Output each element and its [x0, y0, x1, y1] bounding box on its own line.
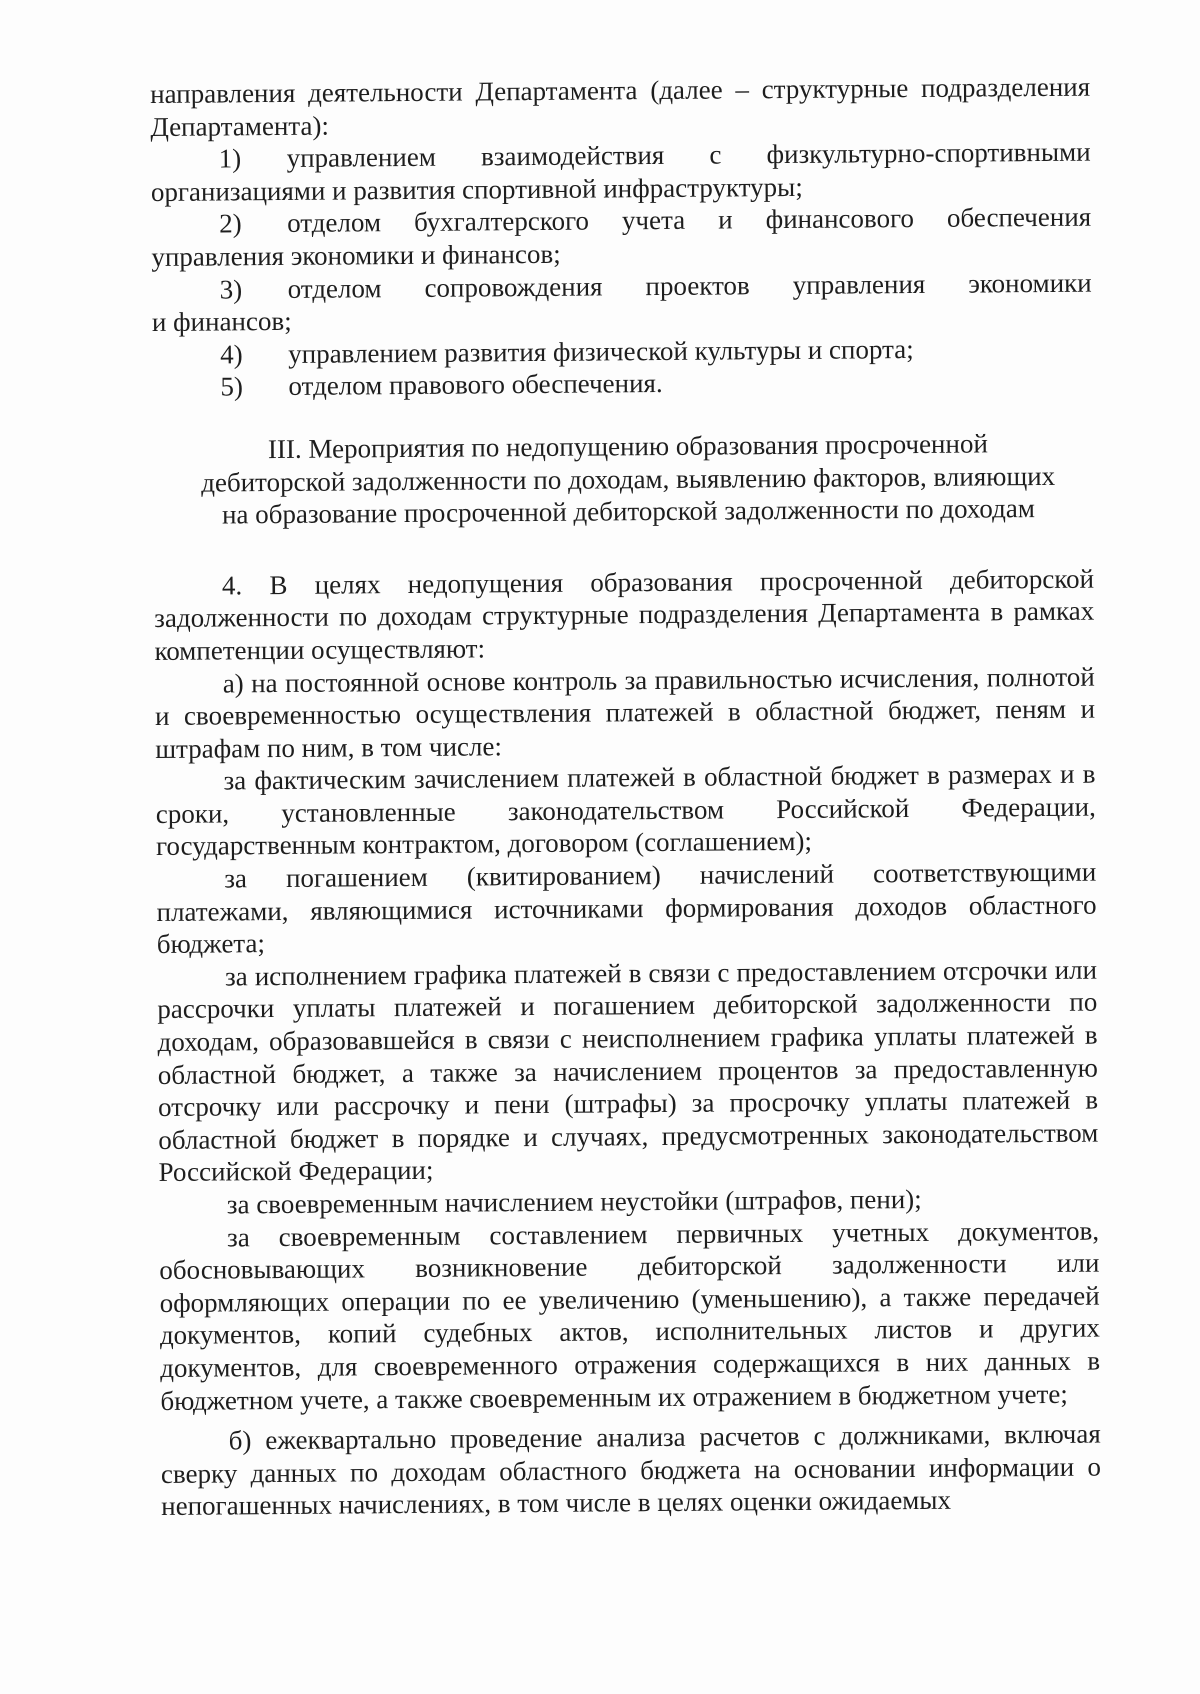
list-item-text: управлением взаимодействия с физкультурно-спортивными — [286, 136, 1091, 174]
section-heading-line-2: дебиторской задолженности по доходам, выявлению факторов, влияющих — [201, 460, 1056, 498]
paragraph-4: 4. В целях недопущения образования просроченной дебиторской задолженности по доходам структурные подразделения Департамента в рамках компетенции осуществляют: — [154, 563, 1095, 666]
intro-line-2: Департамента): — [150, 110, 330, 142]
paragraph-a: а) на постоянной основе контроль за правильностью исчисления, полнотой и своевременностью осуществления платежей в областной бюджет, пеням и штрафам по ним, в том числе: — [154, 661, 1096, 764]
intro-line-1: направления деятельности Департамента (далее – структурные подразделения — [150, 71, 1091, 109]
list-item-number: 2) — [219, 208, 242, 239]
list-item-number: 3) — [219, 273, 243, 305]
list-item-3 — [152, 266, 1092, 339]
paragraph-a-4: за своевременным начислением неустойки (штрафов, пени); — [226, 1183, 922, 1220]
list-item-text: отделом сопровождения проектов управления экономики — [287, 267, 1092, 304]
list-item-number: 4) — [220, 339, 243, 370]
list-item-continuation: управления экономики и финансов; — [151, 238, 561, 272]
paragraph-a-2: за погашением (квитированием) начислений соответствующими платежами, являющимися источниками формирования доходов областного бюджета; — [156, 856, 1097, 960]
list-item-continuation: организациями и развития спортивной инфраструктуры; — [150, 171, 803, 207]
list-item-2 — [151, 201, 1091, 274]
section-heading — [153, 427, 1094, 532]
list-item-continuation: и финансов; — [151, 306, 292, 338]
list-item-5 — [152, 364, 1092, 404]
paragraph-a-3: за исполнением графика платежей в связи с предоставлением отсрочки или рассрочки уплаты платежей и погашением дебиторской задолженности по доходам, образовавшейся в связи с неисполнением графика уплаты платежей в областной бюджет, а также за начислением процентов за предоставленную отсрочку или рассрочку и пени (штрафы) за просрочку уплаты платежей в областной бюджет в порядке и случаях, предусмотренных законодательством Российской Федерации; — [157, 954, 1099, 1188]
section-heading-line-1: III. Мероприятия по недопущению образования просроченной — [267, 428, 988, 465]
paragraph-a-1: за фактическим зачислением платежей в областной бюджет в размерах и в сроки, установленные законодательством Российской Федерации, государственным контрактом, договором (соглашением); — [155, 758, 1096, 862]
list-item-number: 1) — [218, 143, 242, 174]
section-heading-line-3: на образование просроченной дебиторской задолженности по доходам — [221, 493, 1035, 530]
paragraph-a-5: за своевременным составлением первичных учетных документов, обосновывающих возникновение дебиторской задолженности или оформляющих операции по ее увеличению (уменьшению), а также передачей документов, копий судебных актов, исполнительных листов и других документов, для своевременного отражения содержащихся в них данных в бюджетном учете, а также своевременным их отражением в бюджетном учете; — [159, 1215, 1101, 1416]
paragraph-b: б) ежеквартально проведение анализа расчетов с должниками, включая сверку данных по доходам областного бюджета на основании информации о непогашенных начислениях, в том числе в целях оценки ожидаемых — [160, 1418, 1102, 1522]
document-body — [150, 71, 1101, 1523]
list-item-text: управлением развития физической культуры и спорта; — [288, 333, 914, 369]
list-item-number: 5) — [220, 371, 244, 402]
list-item-text: отделом правового обеспечения. — [288, 368, 663, 402]
list-item-1 — [151, 136, 1091, 209]
list-item-text: отделом бухгалтерского учета и финансового обеспечения — [287, 201, 1092, 239]
